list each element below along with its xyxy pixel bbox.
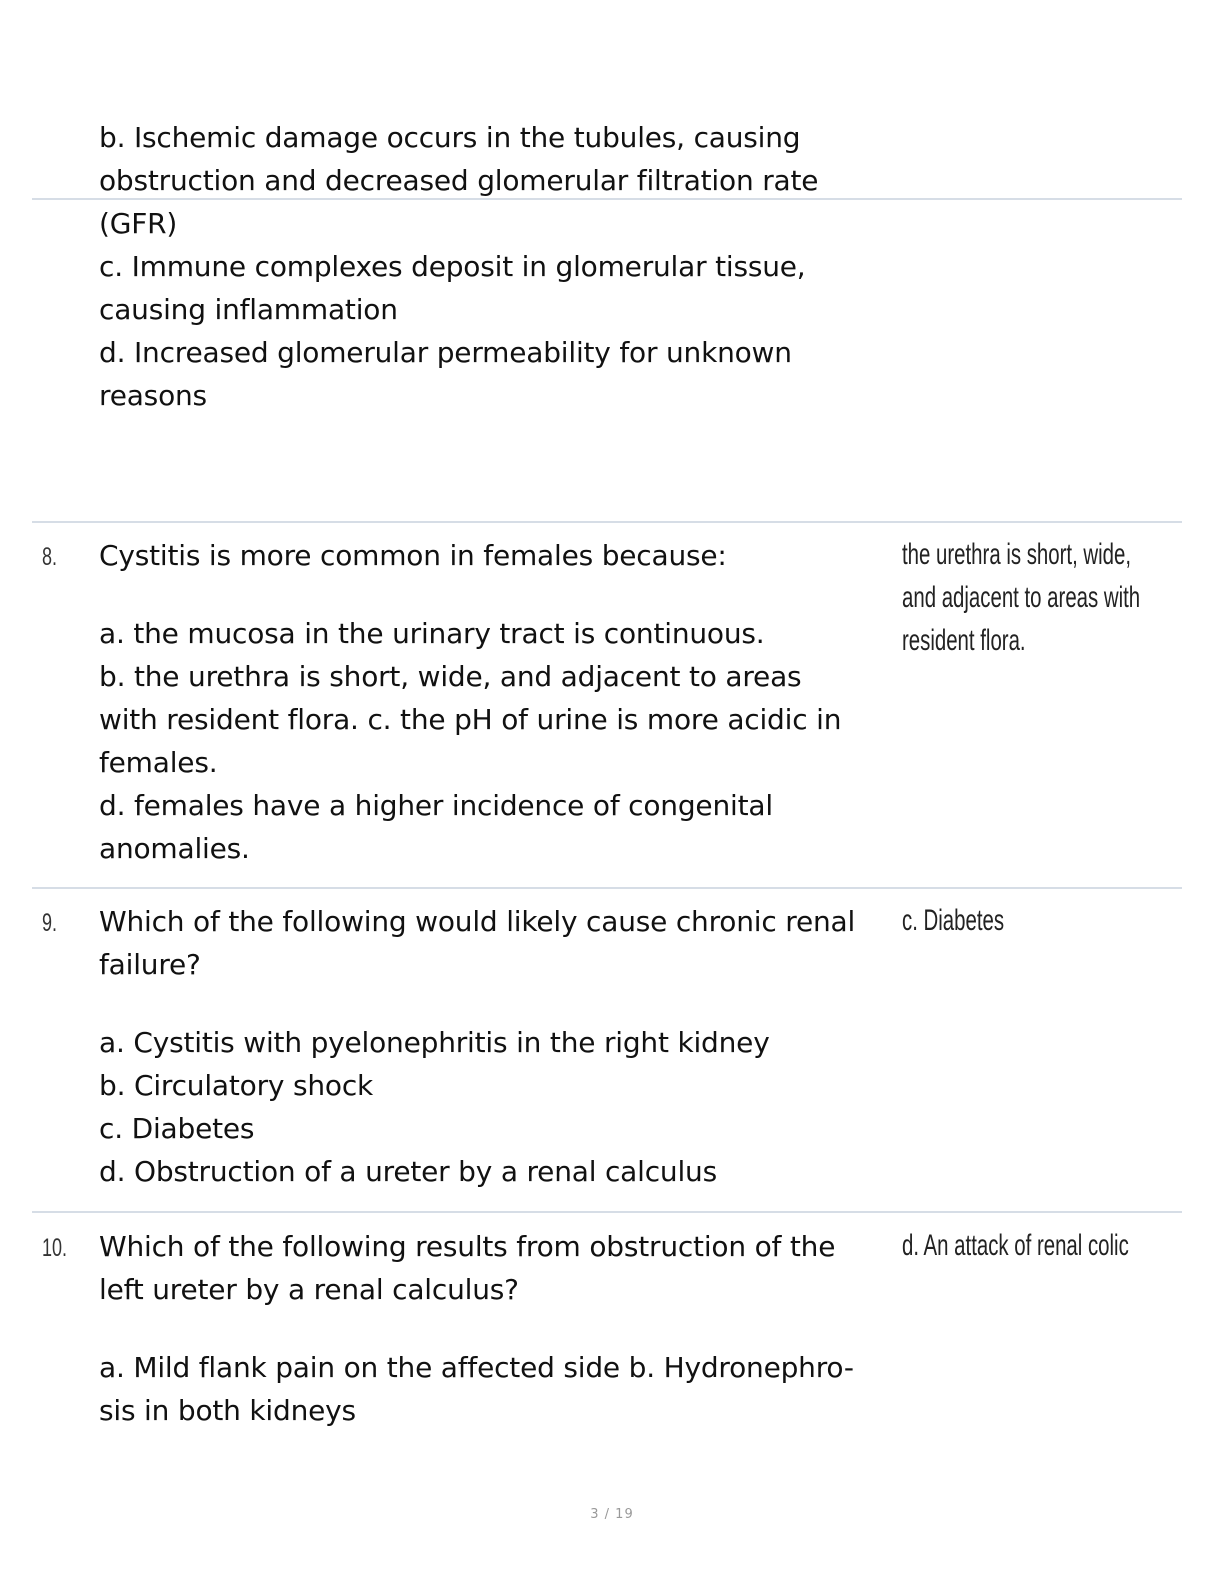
answer-text: the urethra is short, wide, [902,538,1132,571]
divider [32,1211,1182,1213]
question-stem: Which of the following results from obstruction of the [99,1230,836,1263]
option-line: a. the mucosa in the urinary tract is continuous. [99,617,765,650]
option-line: b. the urethra is short, wide, and adjacent to areas [99,660,802,693]
divider [32,198,1182,200]
answer-text: c. Diabetes [902,904,1005,937]
divider [32,887,1182,889]
prev-option-d-line-1: d. Increased glomerular permeability for unknown [99,336,792,369]
question-stem: left ureter by a renal calculus? [99,1273,519,1306]
option-line: females. [99,746,218,779]
question-number: 10. [42,1234,68,1262]
question-number: 9. [42,909,58,937]
option-line: b. Circulatory shock [99,1069,374,1102]
question-number: 8. [42,543,58,571]
option-line: a. Mild flank pain on the affected side b. Hydronephro- [99,1351,854,1384]
answer-text: and adjacent to areas with [902,581,1141,614]
prev-option-c-line-1: c. Immune complexes deposit in glomerular tissue, [99,250,806,283]
option-line: d. females have a higher incidence of congenital [99,789,773,822]
question-stem: failure? [99,948,201,981]
prev-option-d-line-2: reasons [99,379,207,412]
prev-option-b-line-1: b. Ischemic damage occurs in the tubules, causing [99,121,801,154]
question-stem: Cystitis is more common in females because: [99,539,727,572]
option-line: sis in both kidneys [99,1394,356,1427]
question-stem: Which of the following would likely cause chronic renal [99,905,856,938]
page-number: 3 / 19 [590,1507,634,1522]
prev-option-c-line-2: causing inflammation [99,293,398,326]
option-line: a. Cystitis with pyelonephritis in the right kidney [99,1026,770,1059]
option-line: with resident flora. c. the pH of urine is more acidic in [99,703,842,736]
answer-text: resident flora. [902,624,1026,657]
answer-text: d. An attack of renal colic [902,1229,1129,1262]
divider [32,521,1182,523]
prev-option-b-line-3: (GFR) [99,207,178,240]
option-line: c. Diabetes [99,1112,255,1145]
option-line: d. Obstruction of a ureter by a renal calculus [99,1155,717,1188]
prev-option-b-line-2: obstruction and decreased glomerular filtration rate [99,164,819,197]
option-line: anomalies. [99,832,250,865]
